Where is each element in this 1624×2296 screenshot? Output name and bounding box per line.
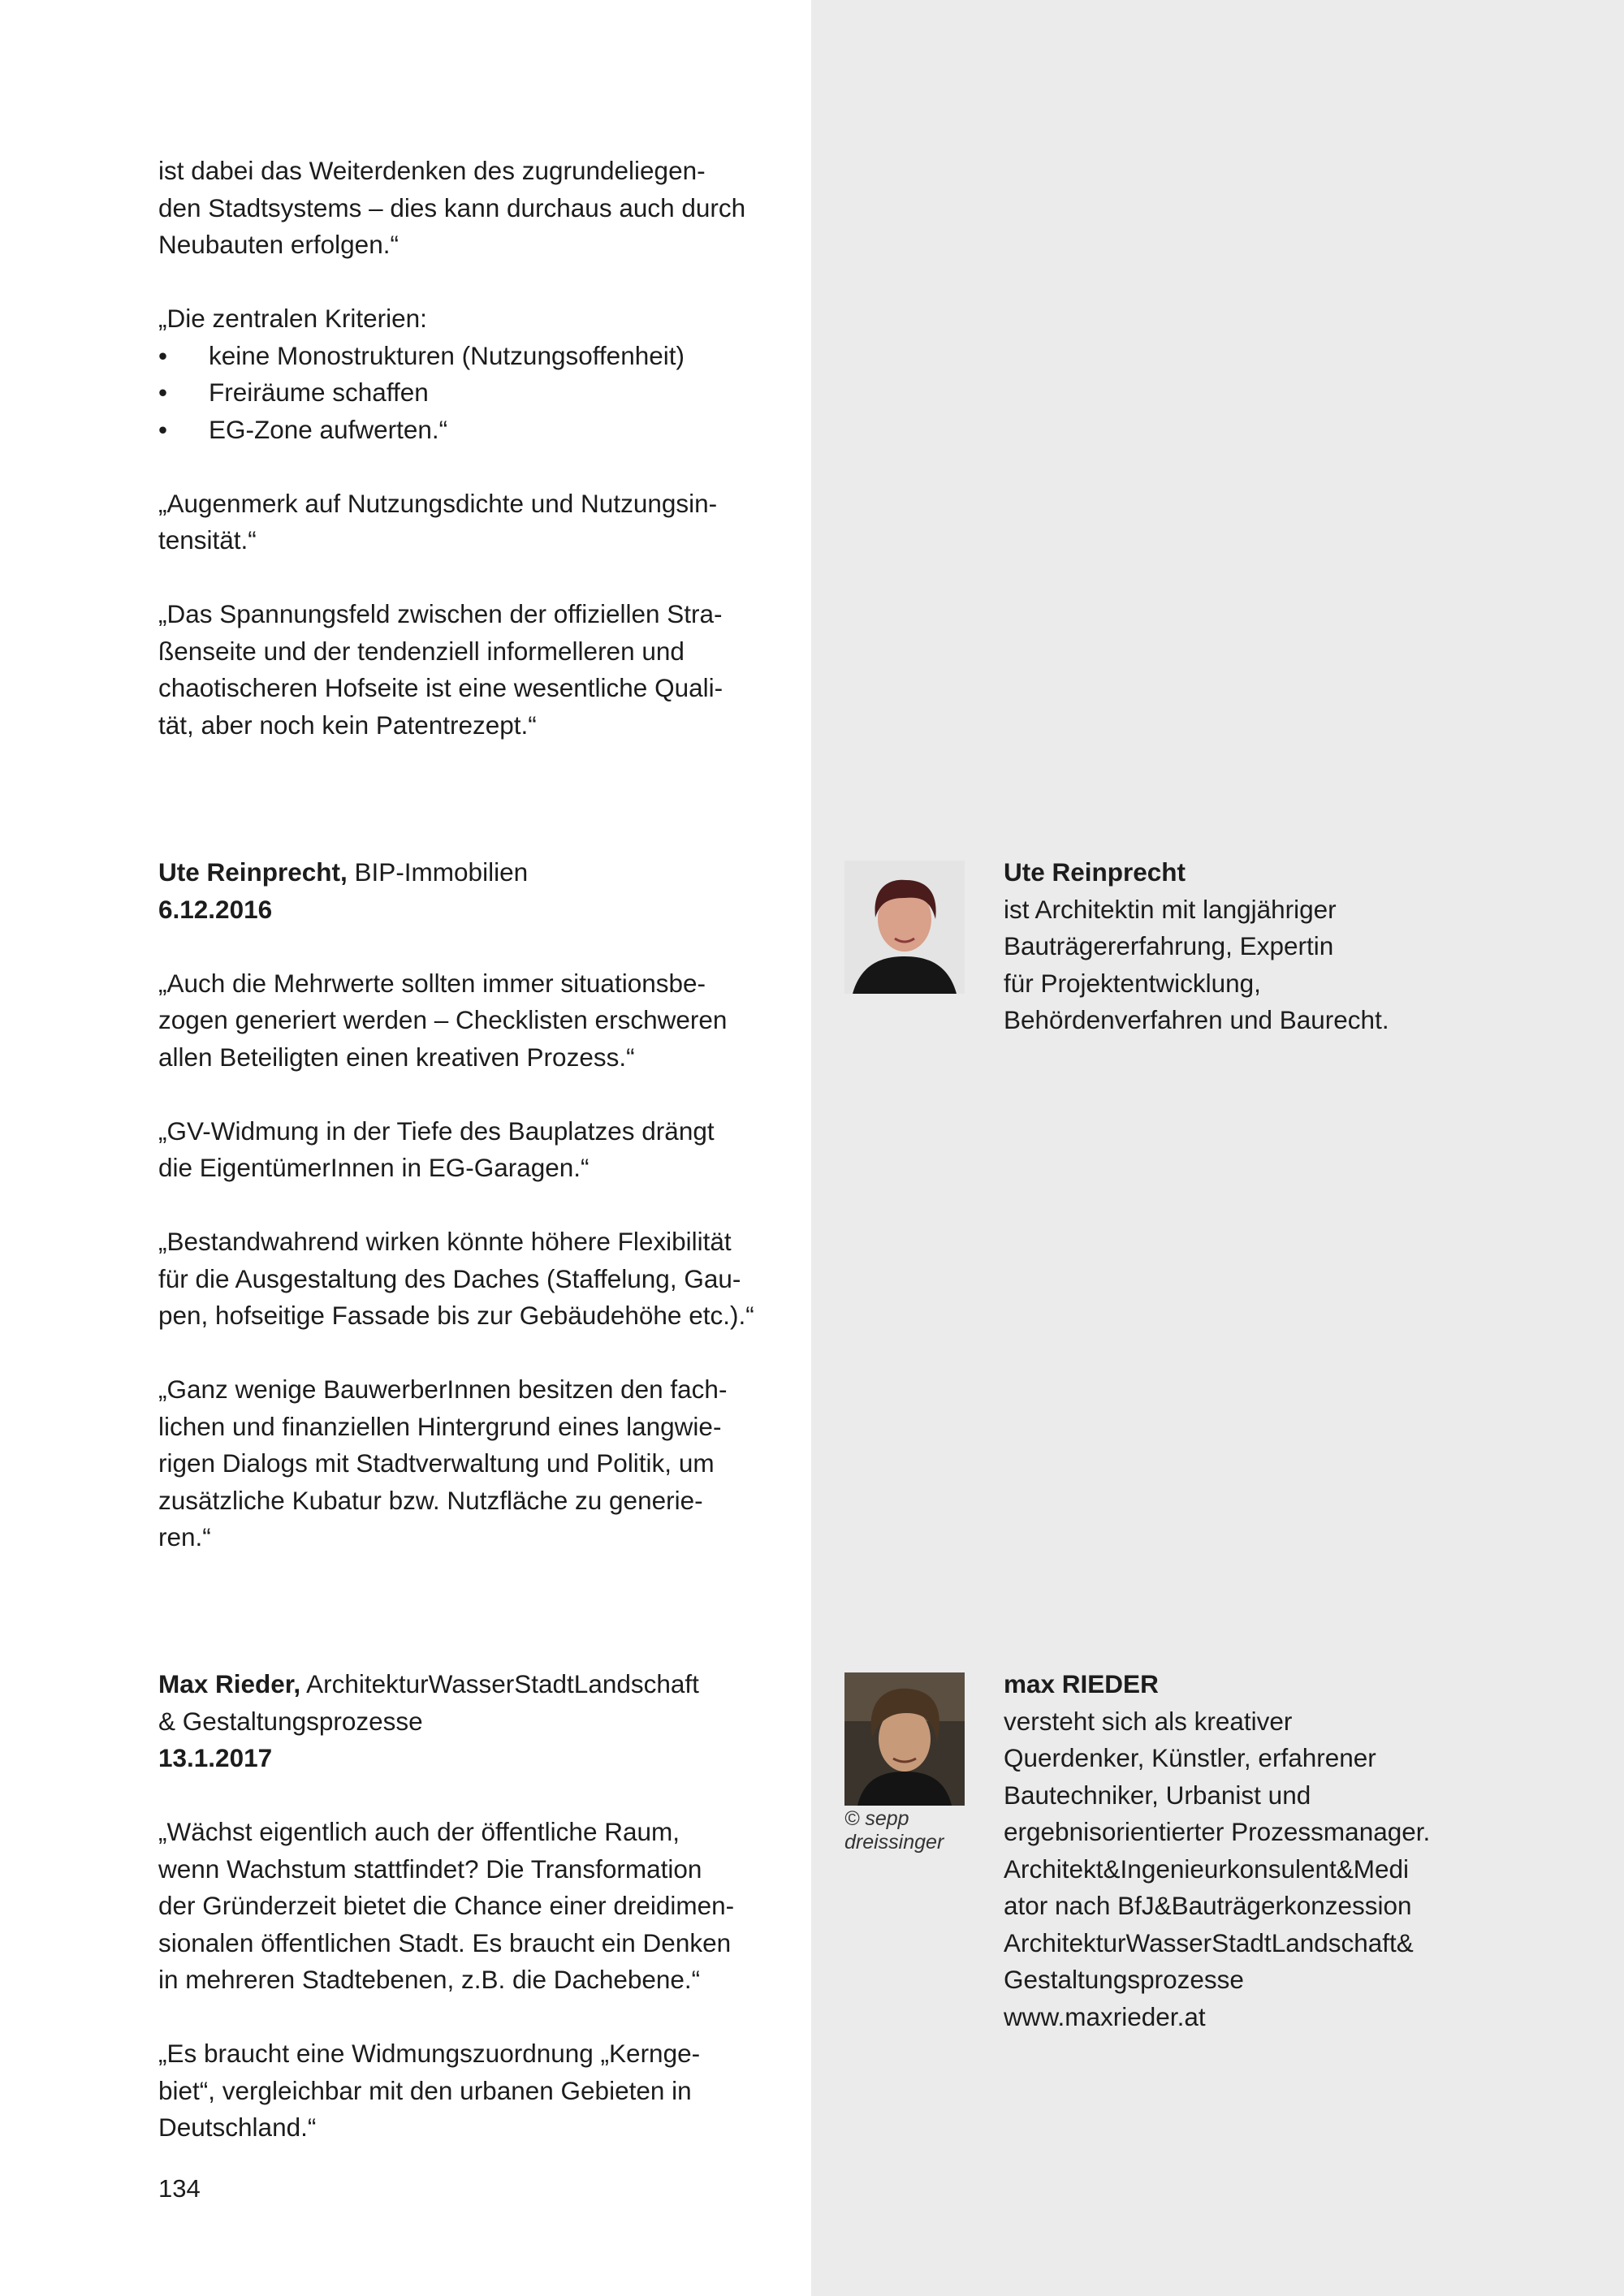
speaker-line (158, 854, 780, 891)
quote-paragraph: „Ganz wenige BauwerberInnen besitzen den fach- lichen und finanziellen Hintergrund eines langwie- rigen Dialogs mit Stadtverwaltung und Politik, um zusätzliche Kubatur bzw. Nutzfläche zu generie- ren.“ (158, 1375, 728, 1552)
criteria-heading: „Die zentralen Kriterien: (158, 304, 427, 333)
speaker-name: Ute Reinprecht, (158, 857, 348, 887)
bio-text: ist Architektin mit langjähriger Bauträgererfahrung, Expertin für Projektentwicklung, Behördenverfahren und Baurecht. (1004, 894, 1389, 1034)
interview-date: 6.12.2016 (158, 894, 273, 924)
bio-name: Ute Reinprecht (1004, 857, 1186, 887)
speaker-line (158, 1666, 780, 1703)
bio-reinprecht (1004, 854, 1605, 1039)
rieder-section (158, 1666, 780, 2147)
list-item: • Freiräume schaffen (158, 378, 429, 407)
quote-paragraph: „Das Spannungsfeld zwischen der offiziellen Stra- ßenseite und der tendenziell informelleren und chaotischeren Hofseite ist eine wesentliche Quali- tät, aber noch kein Patentrezept.“ (158, 599, 723, 740)
quote-paragraph: „GV-Widmung in der Tiefe des Bauplatzes drängt die EigentümerInnen in EG-Garagen.“ (158, 1116, 715, 1182)
reinprecht-section (158, 854, 780, 1556)
list-item: • keine Monostrukturen (Nutzungsoffenheit) (158, 340, 685, 370)
bio-text: versteht sich als kreativer Querdenker, Künstler, erfahrener Bautechniker, Urbanist und ergebnisorientierter Prozessmanager. Architekt&Ingenieurkonsulent&Medi ator nach BfJ&Bauträgerkonzession ArchitekturWasserStadtLandschaft& Gestaltungsprozesse www.maxrieder.at (1004, 1706, 1431, 2031)
speaker-name: Max Rieder, (158, 1669, 301, 1698)
bio-rieder (1004, 1666, 1605, 2035)
quote-paragraph: „Bestandwahrend wirken könnte höhere Flexibilität für die Ausgestaltung des Daches (Staffelung, Gau- pen, hofseitige Fassade bis zur Gebäudehöhe etc.).“ (158, 1227, 754, 1330)
bio-name: max RIEDER (1004, 1669, 1159, 1698)
list-item: • EG-Zone aufwerten.“ (158, 414, 448, 444)
quote-paragraph: „Es braucht eine Widmungszuordnung „Kernge- biet“, vergleichbar mit den urbanen Gebieten in Deutschland.“ (158, 2039, 701, 2142)
quote-paragraph: „Wächst eigentlich auch der öffentliche Raum, wenn Wachstum stattfindet? Die Transformation der Gründerzeit bietet die Chance einer dreidimen- sionalen öffentlichen Stadt. Es braucht ein Denken in mehreren Stadtebenen, z.B. die Dachebene.“ (158, 1817, 735, 1994)
photo-credit: © sepp dreissinger (844, 1807, 944, 1854)
intro-section (158, 153, 780, 744)
quote-paragraph: „Augenmerk auf Nutzungsdichte und Nutzungsin- tensität.“ (158, 488, 718, 555)
speaker-org: ArchitekturWasserStadtLandschaft (300, 1669, 699, 1698)
website-link[interactable]: www.maxrieder.at (1004, 2001, 1206, 2031)
portrait-ute-reinprecht (844, 861, 965, 994)
intro-paragraph: ist dabei das Weiterdenken des zugrundeliegen- den Stadtsystems – dies kann durchaus auch durch Neubauten erfolgen.“ (158, 156, 746, 259)
interview-date: 13.1.2017 (158, 1743, 273, 1772)
quote-paragraph: „Auch die Mehrwerte sollten immer situationsbe- zogen generiert werden – Checklisten erschweren allen Beteiligten einen kreativen Prozess.“ (158, 968, 728, 1072)
portrait-max-rieder (844, 1672, 965, 1806)
speaker-org-continued: & Gestaltungsprozesse (158, 1706, 423, 1736)
page-number: 134 (158, 2174, 201, 2203)
speaker-org: BIP-Immobilien (347, 857, 529, 887)
